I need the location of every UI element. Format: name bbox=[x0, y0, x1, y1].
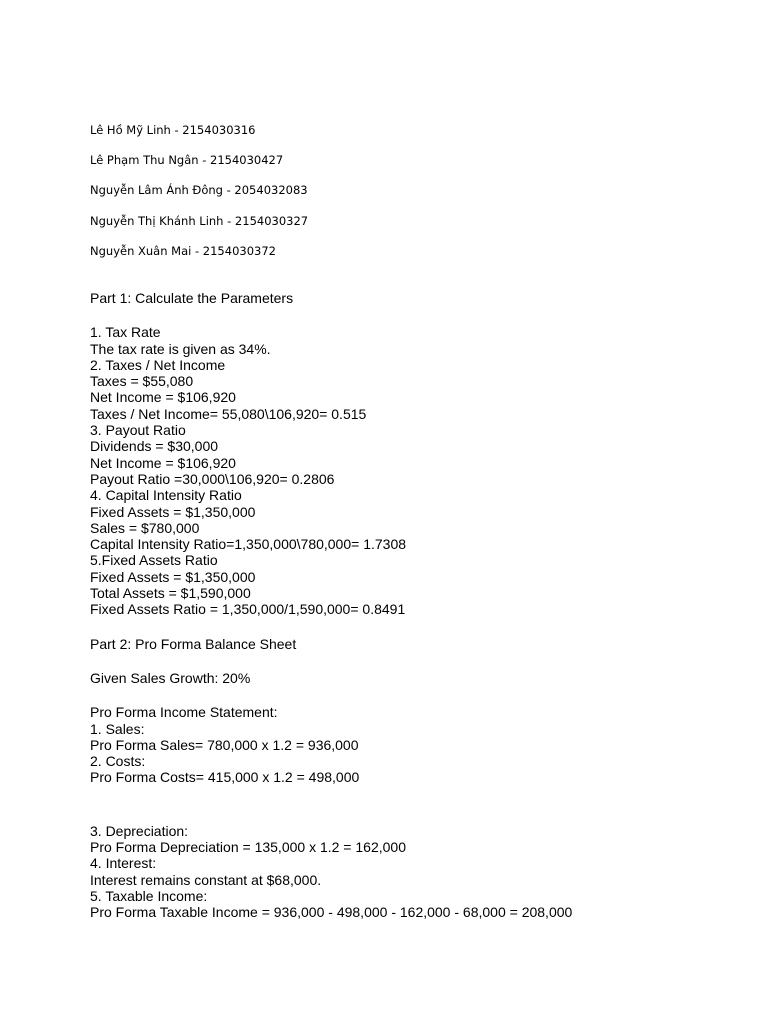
text-line: Payout Ratio =30,000\106,920= 0.2806 bbox=[90, 470, 335, 487]
text-line: Net Income = $106,920 bbox=[90, 389, 236, 406]
paragraph-gap bbox=[90, 686, 572, 704]
text-line: Sales = $780,000 bbox=[90, 519, 200, 536]
part1-heading: Part 1: Calculate the Parameters bbox=[90, 290, 294, 306]
text-line: Capital Intensity Ratio=1,350,000\780,000= 1.7308 bbox=[90, 536, 407, 553]
text-line: The tax rate is given as 34%. bbox=[90, 340, 271, 357]
paragraph-gap bbox=[90, 786, 572, 823]
income-statement-heading: Pro Forma Income Statement: bbox=[90, 704, 278, 721]
document-body bbox=[90, 290, 572, 921]
text-line: 3. Payout Ratio bbox=[90, 422, 186, 439]
paragraph-gap bbox=[90, 618, 572, 636]
text-line: Taxes = $55,080 bbox=[90, 373, 194, 390]
text-line: 5. Taxable Income: bbox=[90, 887, 208, 904]
text-line: Taxes / Net Income= 55,080\106,920= 0.515 bbox=[90, 405, 367, 422]
author-name: Lê Hồ Mỹ Linh - 2154030316 bbox=[90, 123, 256, 137]
text-line: 1. Sales: bbox=[90, 720, 145, 737]
paragraph-gap bbox=[90, 652, 572, 670]
text-line: 4. Interest: bbox=[90, 855, 157, 872]
paragraph-gap bbox=[90, 306, 572, 324]
text-line: 2. Taxes / Net Income bbox=[90, 356, 226, 373]
author-name: Nguyễn Xuân Mai - 2154030372 bbox=[90, 243, 276, 258]
text-line: Fixed Assets Ratio = 1,350,000/1,590,000= 0.8491 bbox=[90, 601, 406, 618]
text-line: Fixed Assets = $1,350,000 bbox=[90, 568, 256, 585]
author-name: Nguyễn Lâm Ánh Đông - 2054032083 bbox=[90, 183, 308, 198]
text-line: 3. Depreciation: bbox=[90, 822, 189, 839]
text-line: Fixed Assets = $1,350,000 bbox=[90, 503, 256, 520]
text-line: Pro Forma Taxable Income = 936,000 - 498,000 - 162,000 - 68,000 = 208,000 bbox=[90, 904, 573, 921]
author-name: Lê Phạm Thu Ngân - 2154030427 bbox=[90, 153, 284, 168]
text-line: Pro Forma Depreciation = 135,000 x 1.2 = 162,000 bbox=[90, 839, 406, 856]
text-line: 1. Tax Rate bbox=[90, 324, 161, 341]
text-line: Total Assets = $1,590,000 bbox=[90, 585, 251, 602]
text-line: Dividends = $30,000 bbox=[90, 438, 219, 455]
text-line: Pro Forma Costs= 415,000 x 1.2 = 498,000 bbox=[90, 769, 360, 786]
sales-growth-line: Given Sales Growth: 20% bbox=[90, 669, 251, 686]
part2-heading: Part 2: Pro Forma Balance Sheet bbox=[90, 635, 297, 652]
text-line: Pro Forma Sales= 780,000 x 1.2 = 936,000 bbox=[90, 736, 359, 753]
text-line: 2. Costs: bbox=[90, 753, 146, 770]
author-name: Nguyễn Thị Khánh Linh - 2154030327 bbox=[90, 213, 309, 228]
text-line: 5.Fixed Assets Ratio bbox=[90, 552, 218, 569]
text-line: 4. Capital Intensity Ratio bbox=[90, 487, 242, 504]
text-line: Interest remains constant at $68,000. bbox=[90, 871, 322, 888]
author-list bbox=[90, 123, 308, 274]
text-line: Net Income = $106,920 bbox=[90, 454, 236, 471]
